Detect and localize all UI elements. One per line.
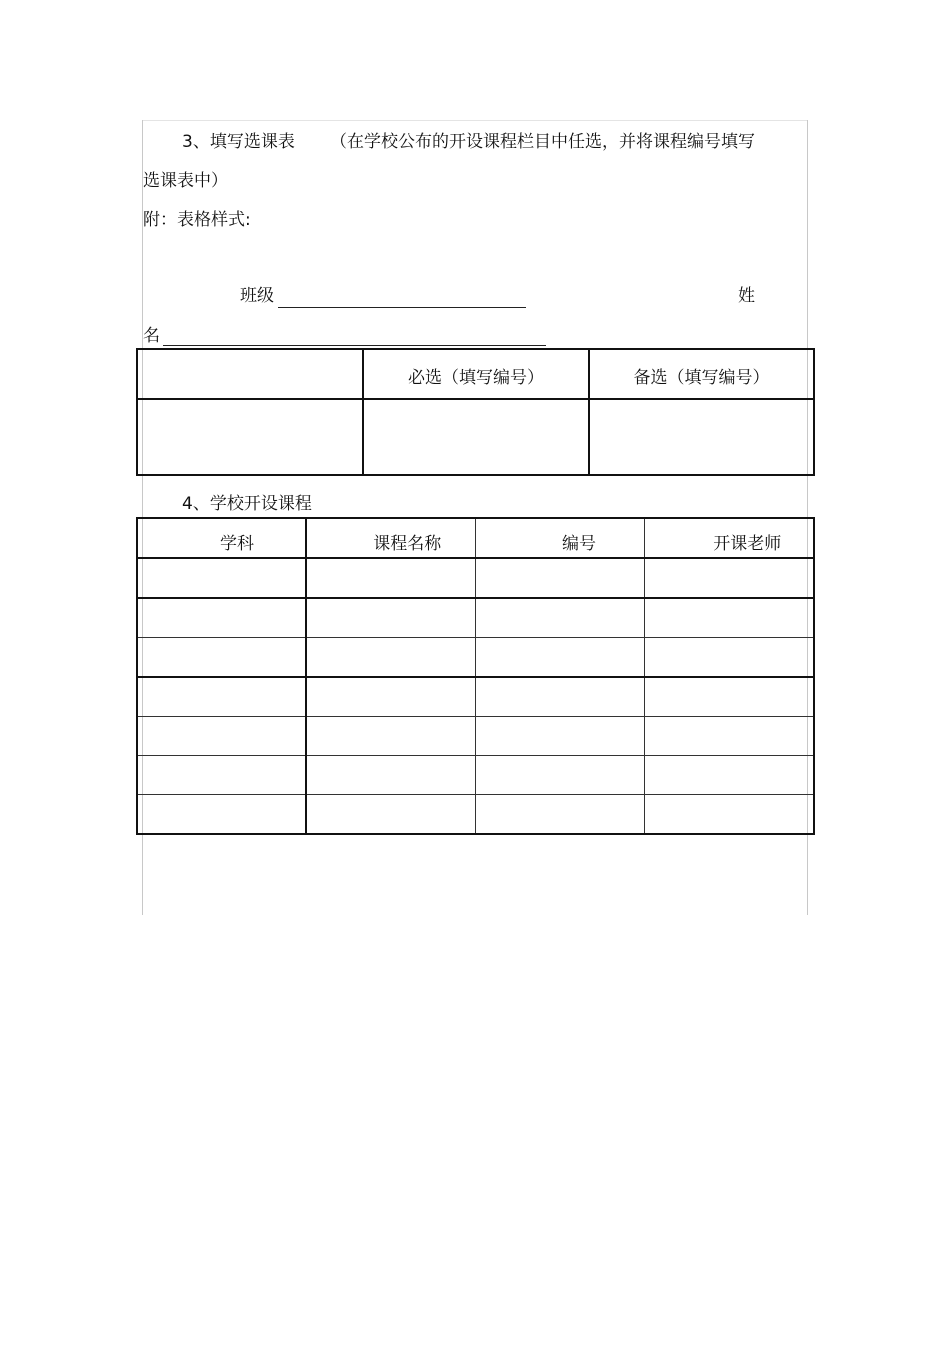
attachment-label: 附：表格样式: — [143, 210, 251, 230]
table-cell[interactable] — [645, 677, 814, 717]
table-cell[interactable] — [645, 795, 814, 835]
section3-heading: 3、填写选课表 — [182, 132, 295, 152]
table-cell[interactable] — [645, 638, 814, 678]
table-cell[interactable] — [137, 717, 306, 756]
table-cell[interactable] — [306, 558, 475, 598]
table-cell[interactable] — [137, 756, 306, 795]
table-cell[interactable] — [306, 598, 475, 638]
table-cell[interactable] — [476, 795, 645, 835]
table-cell[interactable] — [476, 598, 645, 638]
table-cell[interactable] — [306, 717, 475, 756]
table-cell[interactable] — [137, 795, 306, 835]
table-row — [137, 717, 814, 756]
selection-header-required: 必选（填写编号） — [363, 349, 589, 399]
table-row — [137, 638, 814, 678]
alternate-course-input[interactable] — [589, 399, 814, 475]
selection-header-alternate: 备选（填写编号） — [589, 349, 814, 399]
table-row — [137, 598, 814, 638]
header-course-name: 课程名称 — [306, 518, 475, 558]
selection-cell-label — [137, 399, 363, 475]
table-cell[interactable] — [137, 677, 306, 717]
header-teacher: 开课老师 — [645, 518, 814, 558]
table-cell[interactable] — [476, 717, 645, 756]
course-selection-table — [136, 348, 815, 476]
selection-table-input-row — [137, 399, 814, 475]
table-cell[interactable] — [476, 677, 645, 717]
selection-header-blank — [137, 349, 363, 399]
name-input-line[interactable] — [163, 345, 546, 346]
section3-note-line1: （在学校公布的开设课程栏目中任选，并将课程编号填写 — [330, 132, 755, 152]
table-cell[interactable] — [645, 598, 814, 638]
class-label: 班级 — [240, 286, 274, 306]
header-course-code: 编号 — [476, 518, 645, 558]
table-row — [137, 795, 814, 835]
header-subject: 学科 — [137, 518, 306, 558]
table-cell[interactable] — [645, 717, 814, 756]
courses-header-row — [137, 518, 814, 558]
table-cell[interactable] — [306, 677, 475, 717]
table-row — [137, 677, 814, 717]
table-cell[interactable] — [476, 638, 645, 678]
section4-heading: 4、学校开设课程 — [182, 494, 312, 514]
page-frame-top — [142, 120, 808, 121]
table-row — [137, 558, 814, 598]
selection-table-header-row — [137, 349, 814, 399]
table-cell[interactable] — [137, 558, 306, 598]
table-cell[interactable] — [137, 638, 306, 678]
table-cell[interactable] — [306, 756, 475, 795]
name-label-part2: 名 — [143, 326, 160, 346]
section3-note-line2: 选课表中） — [143, 171, 228, 191]
class-input-line[interactable] — [278, 307, 526, 308]
table-cell[interactable] — [476, 558, 645, 598]
required-course-input[interactable] — [363, 399, 589, 475]
table-cell[interactable] — [476, 756, 645, 795]
table-cell[interactable] — [306, 795, 475, 835]
table-row — [137, 756, 814, 795]
table-cell[interactable] — [645, 756, 814, 795]
table-cell[interactable] — [306, 638, 475, 678]
offered-courses-table — [136, 517, 815, 835]
table-cell[interactable] — [645, 558, 814, 598]
name-label-part1: 姓 — [738, 286, 755, 306]
table-cell[interactable] — [137, 598, 306, 638]
